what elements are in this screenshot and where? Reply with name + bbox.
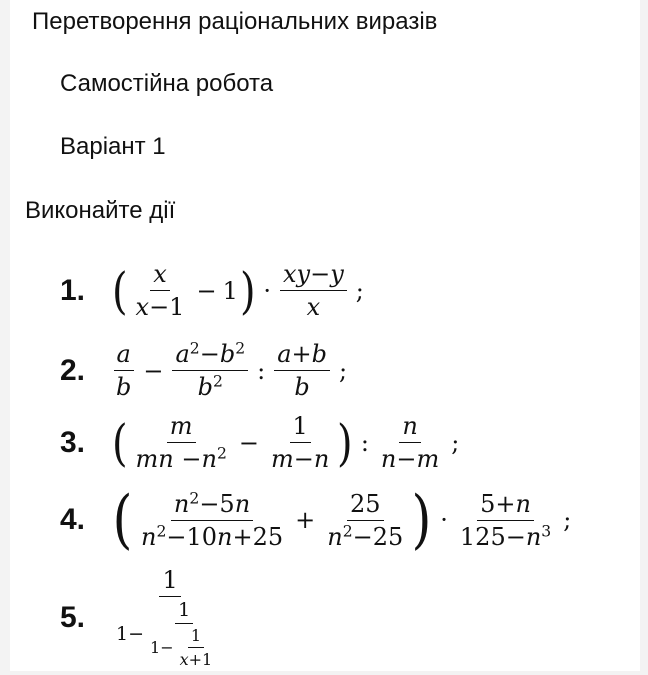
problem-1: [60, 260, 364, 321]
problem-1-expression: ( $\frac{x}{x-1}$ − 1 ) · $\frac{xy-y}{x}$ ;: [111, 260, 364, 321]
problem-number: 2.: [60, 353, 86, 387]
problem-4: [60, 483, 572, 557]
subtitle: Самостійна робота: [60, 70, 274, 97]
problem-number: 5.: [60, 600, 86, 634]
problem-number: 3.: [60, 425, 86, 459]
instruction: Виконайте дії: [25, 197, 176, 224]
problem-5-expression: 1 1− 1 1− $\frac{1}{x+1}$: [116, 566, 213, 669]
problem-number: 4.: [60, 503, 86, 536]
page-title: Перетворення раціональних виразів: [32, 8, 438, 35]
problem-5: [60, 566, 230, 669]
problem-number: 1.: [60, 273, 86, 307]
problem-3: [60, 412, 459, 473]
problem-2: [60, 340, 347, 401]
worksheet-page: [10, 0, 640, 671]
variant-label: Варіант 1: [60, 133, 166, 160]
problem-3-expression: ( $\frac{m}{mn -n^2}$ − $\frac{1}{m-n}$ ) : $\frac{n}{n-m}$ ;: [111, 412, 460, 473]
problem-4-expression: ( $\frac{n^2-5n}{n^2-10n+25}$ + $\frac{25}{n^2-25}$ ) · $\frac{5+n}{125-n^3}$ ;: [112, 483, 572, 557]
problem-2-expression: $\frac{a}{b}$ − $\frac{a^2-b^2}{b^2}$ : $\frac{a+b}{b}$ ;: [110, 340, 347, 401]
